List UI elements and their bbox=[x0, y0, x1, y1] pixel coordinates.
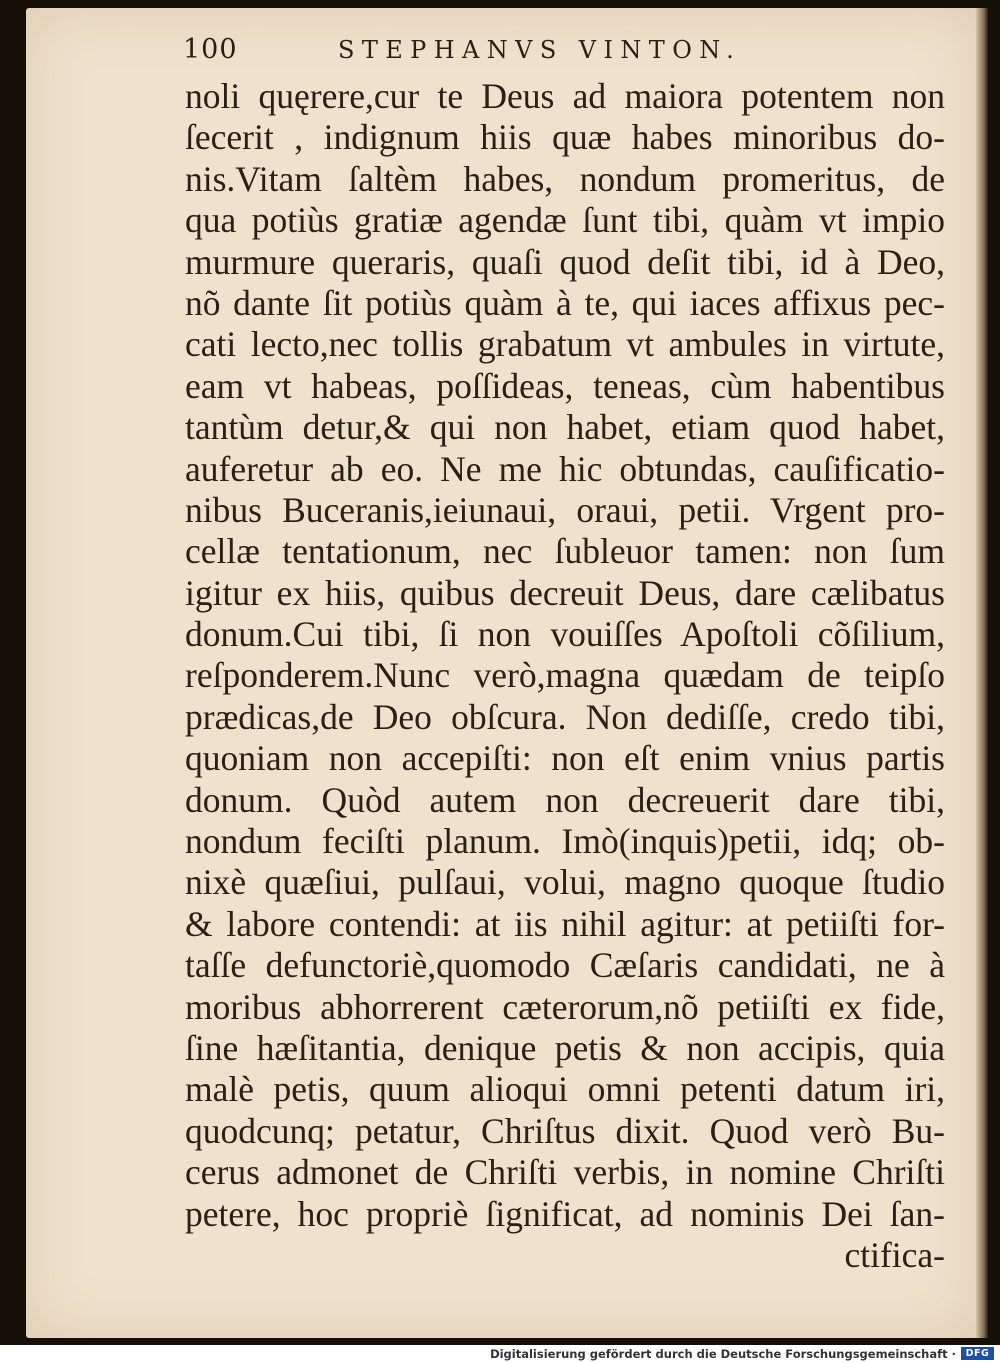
text-line: malè petis, quum alioqui omni petenti datum iri, bbox=[185, 1069, 945, 1110]
text-line: cerus admonet de Chriſti verbis, in nomine Chriſti bbox=[185, 1152, 945, 1193]
page-edge bbox=[976, 8, 988, 1338]
text-line: quoniam non accepiſti: non eſt enim vnius partis bbox=[185, 738, 945, 779]
text-line: auferetur ab eo. Ne me hic obtundas, cauſificatio- bbox=[185, 448, 945, 489]
text-line: nis.Vitam ſaltèm habes, nondum promeritus, de bbox=[185, 158, 945, 199]
body-text bbox=[185, 76, 945, 1276]
running-title: STEPHANVS VINTON. bbox=[338, 36, 742, 64]
text-line: ctifica- bbox=[844, 1234, 945, 1275]
text-line: igitur ex hiis, quibus decreuit Deus, dare cælibatus bbox=[185, 572, 945, 613]
page-number: 100 bbox=[183, 34, 238, 65]
text-line: & labore contendi: at iis nihil agitur: at petiiſti for- bbox=[185, 903, 945, 944]
text-line: donum.Cui tibi, ſi non vouiſſes Apoſtoli cõſilium, bbox=[185, 614, 945, 655]
text-line: cellæ tentationum, nec ſubleuor tamen: non ſum bbox=[185, 531, 945, 572]
text-line: noli quęrere,cur te Deus ad maiora potentem non bbox=[185, 76, 945, 116]
text-line: donum. Quòd autem non decreuerit dare tibi, bbox=[185, 779, 945, 820]
text-line: nõ dante ſit potiùs quàm à te, qui iaces affixus pec- bbox=[185, 282, 945, 323]
footer-band bbox=[0, 1345, 1000, 1363]
text-line: prædicas,de Deo obſcura. Non dediſſe, credo tibi, bbox=[185, 696, 945, 737]
text-line: nibus Buceranis,ieiunaui, oraui, petii. Vrgent pro- bbox=[185, 489, 945, 530]
text-line: moribus abhorrerent cæterorum,nõ petiiſti ex fide, bbox=[185, 986, 945, 1027]
dfg-logo: DFG bbox=[961, 1347, 994, 1360]
text-line: reſponderem.Nunc verò,magna quædam de teipſo bbox=[185, 655, 945, 696]
text-line: eam vt habeas, poſſideas, teneas, cùm habentibus bbox=[185, 365, 945, 406]
text-line: ſine hæſitantia, denique petis & non accipis, quia bbox=[185, 1027, 945, 1068]
text-line: nondum feciſti planum. Imò(inquis)petii, idq; ob- bbox=[185, 821, 945, 862]
text-line: quodcunq; petatur, Chriſtus dixit. Quod verò Bu- bbox=[185, 1110, 945, 1151]
text-line: ſecerit , indignum hiis quæ habes minoribus do- bbox=[185, 117, 945, 158]
text-line: petere, hoc propriè ſignificat, ad nominis Dei ſan- bbox=[185, 1193, 945, 1234]
text-line: murmure queraris, quaſi quod deſit tibi, id à Deo, bbox=[185, 241, 945, 282]
text-line: qua potiùs gratiæ agendæ ſunt tibi, quàm vt impio bbox=[185, 200, 945, 241]
text-line: tantùm detur,& qui non habet, etiam quod habet, bbox=[185, 407, 945, 448]
text-line: taſſe defunctoriè,quomodo Cæſaris candidati, ne à bbox=[185, 945, 945, 986]
text-line: cati lecto,nec tollis grabatum vt ambules in virtute, bbox=[185, 324, 945, 365]
footer-credit: Digitalisierung gefördert durch die Deutsche Forschungsgemeinschaft · bbox=[490, 1347, 956, 1361]
running-head bbox=[183, 28, 813, 68]
text-line: nixè quæſiui, pulſaui, volui, magno quoque ſtudio bbox=[185, 862, 945, 903]
